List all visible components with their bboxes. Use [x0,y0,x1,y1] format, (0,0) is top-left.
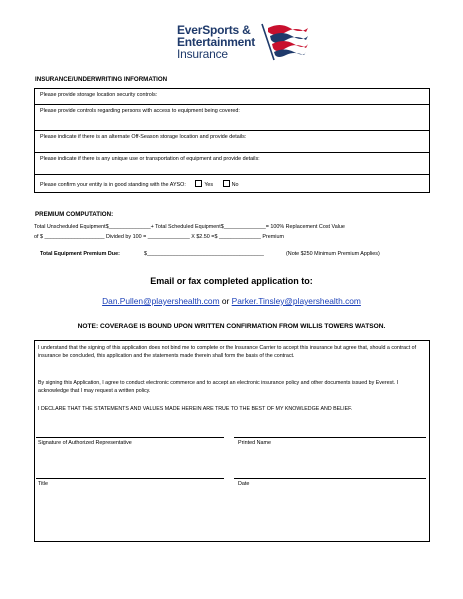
premium-line-1: Total Unscheduled Equipment$______________+ Total Scheduled Equipment$______________= 100% Replacement Cost Value [34,224,345,230]
date-line [234,478,426,479]
printed-name-label: Printed Name [238,440,271,446]
email-separator: or [221,296,230,306]
email-heading: Email or fax completed application to: [150,276,313,286]
agreement-para-3: I DECLARE THAT THE STATEMENTS AND VALUES MADE HEREIN ARE TRUE TO THE BEST OF MY KNOWLEDGE AND BELIEF. [38,406,353,412]
agreement-para-2: By signing this Application, I agree to conduct electronic commerce and to accept an electronic insurance policy and other documents issued by Everest. I acknowledge that I may request a written policy. [38,380,399,395]
insurance-table [34,88,430,193]
email-link-parker[interactable]: Parker.Tinsley@playershealth.com [231,296,361,306]
logo-line-2: Entertainment [177,35,256,49]
yes-label: Yes [204,182,214,189]
signature-line [36,437,224,438]
info-row-label: Please indicate if there is any unique use or transportation of equipment and provide details: [40,156,260,163]
premium-line-2: of $ ____________________ Divided by 100 = ______________ X $2.50 =$ ______________ Premium [34,234,284,240]
title-line [36,478,224,479]
email-links [0,296,463,306]
no-checkbox[interactable] [223,180,230,187]
info-row-label: Please indicate if there is an alternate Off-Season storage location and provide details: [40,134,247,141]
info-row-standing [35,175,429,192]
premium-due-label: Total Equipment Premium Due: [40,251,120,257]
no-label: No [231,182,239,189]
email-link-dan[interactable]: Dan.Pullen@playershealth.com [102,296,220,306]
logo-line-3: Insurance [177,47,228,61]
title-label: Title [38,481,48,487]
agreement-para-1: I understand that the signing of this application does not bind me to complete or the Insurance Carrier to accept this insurance but agree that, should a contract of insurance be concluded, this application and the statements made therein shall form the basis of the contract. [38,345,417,360]
yes-checkbox[interactable] [195,180,202,187]
info-row-security[interactable] [35,89,429,105]
premium-minimum-note: (Note $250 Minimum Premium Applies) [286,251,380,257]
flag-logo-icon [256,22,308,62]
printed-name-line [234,437,426,438]
signature-label: Signature of Authorized Representative [38,440,132,446]
standing-question: Please confirm your entity is in good standing with the AYSO: [40,182,186,189]
insurance-section-title: INSURANCE/UNDERWRITING INFORMATION [35,76,168,83]
date-label: Date [238,481,250,487]
premium-due-value[interactable]: $_______________________________________ [144,251,264,257]
info-row-offseason[interactable] [35,131,429,153]
info-row-unique-use[interactable] [35,153,429,175]
premium-section-title: PREMIUM COMPUTATION: [35,211,114,218]
coverage-note: NOTE: COVERAGE IS BOUND UPON WRITTEN CONFIRMATION FROM WILLIS TOWERS WATSON. [77,323,386,330]
info-row-label: Please provide storage location security controls: [40,92,158,98]
info-row-access[interactable] [35,105,429,131]
logo-line-1: EverSports & [177,23,251,37]
info-row-label: Please provide controls regarding persons with access to equipment being covered: [40,108,240,115]
